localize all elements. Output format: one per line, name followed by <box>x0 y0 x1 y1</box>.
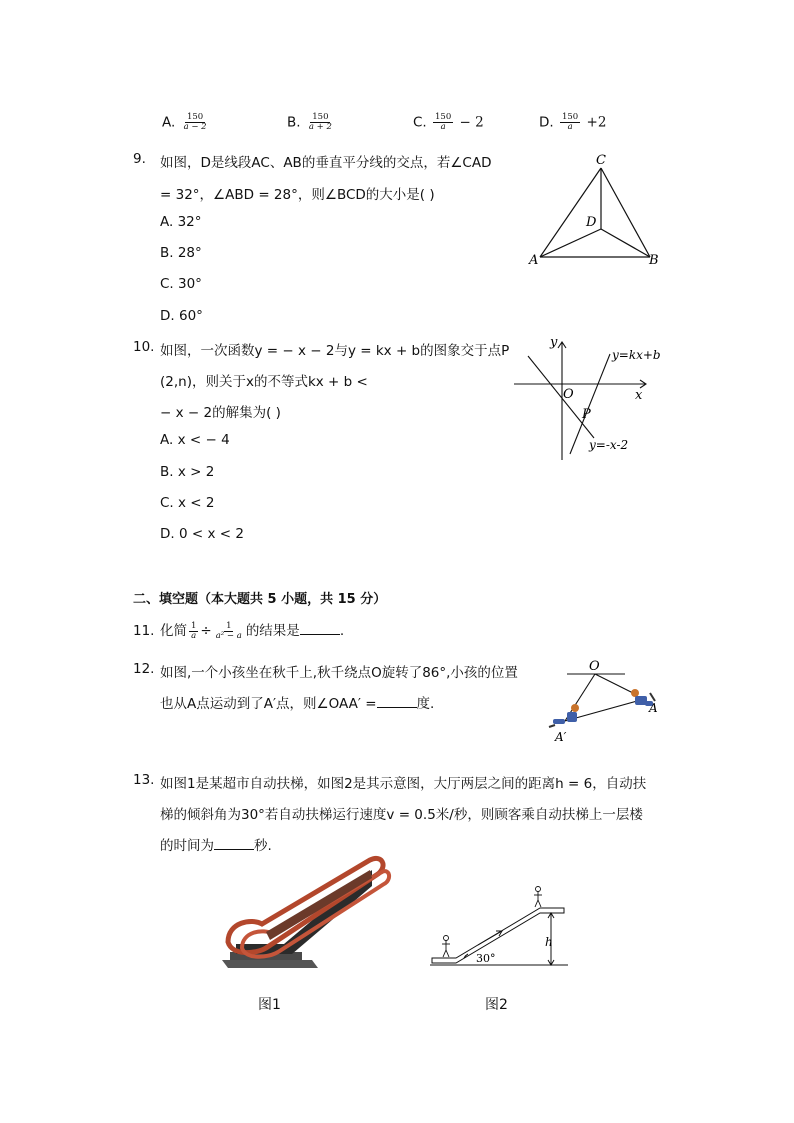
q8-option-c[interactable]: C. $\frac{150}{a}$ − 2 <box>413 112 484 132</box>
q12-rope-oa <box>595 674 637 695</box>
q10-stem-line2: (2,n)，则关于x的不等式kx + b < <box>160 374 368 390</box>
q12-answer-blank[interactable] <box>377 695 417 708</box>
q13-stem-line1: 如图1是某超市自动扶梯，如图2是其示意图，大厅两层之间的距离h = 6，自动扶 <box>160 776 647 792</box>
q9-stem-line2: = 32°，∠ABD = 28°，则∠BCD的大小是( ) <box>160 187 435 203</box>
q10-option-d[interactable]: D. 0 < x < 2 <box>160 526 244 542</box>
q9-option-d[interactable]: D. 60° <box>160 308 203 324</box>
escalator-diagram <box>428 880 573 972</box>
q10-label-line-neg-x-2: y=-x-2 <box>589 438 629 452</box>
q11-number: 11. <box>133 623 155 639</box>
q10-stem-line1: 如图，一次函数y = − x − 2与y = kx + b的图象交于点P <box>160 343 510 359</box>
q13-stem-line2: 梯的倾斜角为30°若自动扶梯运行速度v = 0.5米/秒，则顾客乘自动扶梯上一层楼 <box>160 807 643 823</box>
q12-label-o: O <box>589 659 600 674</box>
q9-label-c: C <box>596 153 606 168</box>
q11-fraction-2: $\frac{1}{\text{a² − a}}$ <box>215 620 242 641</box>
q11-stem: 化简 $\frac{1}{a}$ ÷ $\frac{1}{\text{a² − a}}$ 的结果是 . <box>160 620 345 641</box>
q11-answer-blank[interactable] <box>300 622 340 635</box>
q10-label-o: O <box>563 387 574 402</box>
q13-stem-line3: 的时间为 秒. <box>160 838 272 854</box>
q13-number: 13. <box>133 772 155 788</box>
q12-stem-line1: 如图,一个小孩坐在秋千上,秋千绕点O旋转了86°,小孩的位置 <box>160 665 518 681</box>
child-icon-a-prime <box>549 704 579 727</box>
q8-option-b-fraction: $\frac{150}{a + 2}$ <box>308 112 332 132</box>
q8-option-d-fraction: $\frac{150}{a}$ <box>561 112 579 132</box>
q9-number: 9. <box>133 151 146 167</box>
q9-label-b: B <box>649 253 659 268</box>
figure-2-caption: 图2 <box>485 997 508 1013</box>
person-bottom-icon <box>442 936 450 958</box>
q10-number: 10. <box>133 339 155 355</box>
q10-option-a[interactable]: A. x < − 4 <box>160 432 230 448</box>
q12-number: 12. <box>133 661 155 677</box>
q9-stem-line1: 如图，D是线段AC、AB的垂直平分线的交点，若∠CAD <box>160 155 492 171</box>
q9-triangle-figure <box>525 150 665 270</box>
label-h: h <box>545 935 553 949</box>
q10-stem-line3: − x − 2的解集为( ) <box>160 405 281 421</box>
q10-label-p: P <box>582 407 591 422</box>
q10-label-y: y <box>550 335 558 350</box>
label-angle-30: 30° <box>476 952 496 965</box>
q9-option-a[interactable]: A. 32° <box>160 214 202 230</box>
q8-option-a[interactable]: A. $\frac{150}{a - 2}$ <box>162 112 207 132</box>
q10-label-x: x <box>635 388 643 403</box>
figure-1-caption: 图1 <box>258 997 281 1013</box>
q9-label-d: D <box>586 215 597 230</box>
q8-option-b[interactable]: B. $\frac{150}{a + 2}$ <box>287 112 332 132</box>
q12-stem-line2: 也从A点运动到了A′点，则∠OAA′ = 度. <box>160 696 435 712</box>
escalator-photo <box>222 852 392 970</box>
q13-answer-blank[interactable] <box>214 837 254 850</box>
q9-option-c[interactable]: C. 30° <box>160 276 202 292</box>
q8-option-c-fraction: $\frac{150}{a}$ <box>435 112 452 132</box>
q8-option-d[interactable]: D. $\frac{150}{a}$ +2 <box>539 112 607 132</box>
q12-swing-figure <box>545 655 665 745</box>
person-top-icon <box>534 887 542 908</box>
q11-fraction-1: $\frac{1}{a}$ <box>191 620 197 641</box>
q10-graph-figure <box>508 332 668 467</box>
q10-option-b[interactable]: B. x > 2 <box>160 464 215 480</box>
q12-label-a: A <box>649 701 658 715</box>
q10-label-line-kx-b: y=kx+b <box>612 348 661 362</box>
section-2-heading: 二、填空题（本大题共 5 小题，共 15 分） <box>133 592 387 607</box>
q10-line-neg-x-2 <box>528 356 594 438</box>
q9-option-b[interactable]: B. 28° <box>160 245 202 261</box>
q9-label-a: A <box>529 253 539 268</box>
q10-option-c[interactable]: C. x < 2 <box>160 495 215 511</box>
q12-label-a-prime: A′ <box>555 730 567 744</box>
q8-option-a-fraction: $\frac{150}{a - 2}$ <box>183 112 207 132</box>
